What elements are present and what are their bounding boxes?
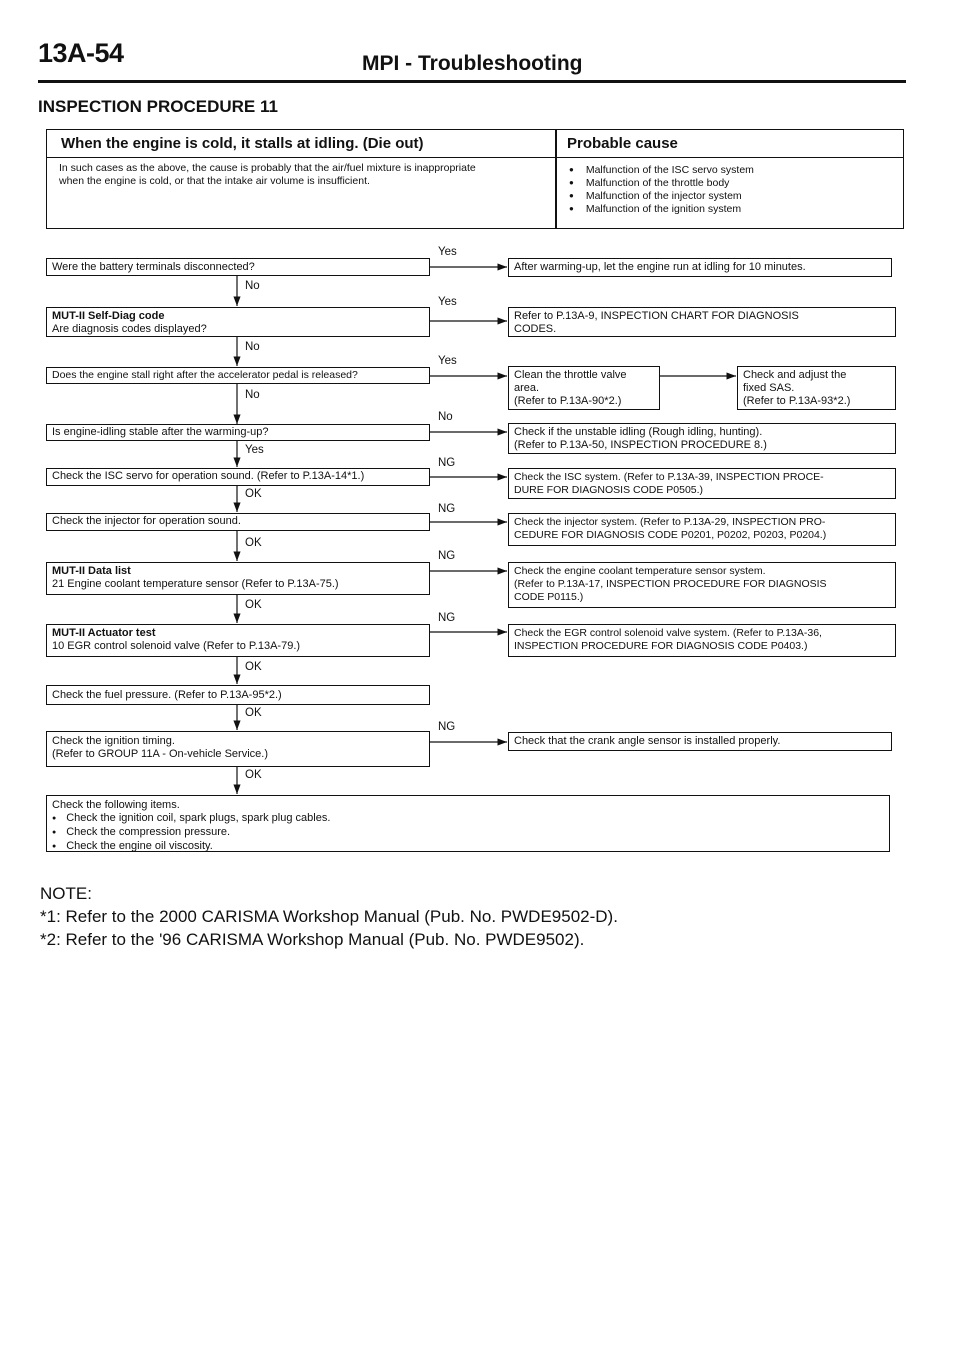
label-ok-5: OK: [245, 488, 262, 500]
symptom-heading: When the engine is cold, it stalls at idling. (Die out): [61, 135, 424, 152]
procedure-title: INSPECTION PROCEDURE 11: [38, 97, 278, 116]
label-ng-7: NG: [438, 550, 456, 562]
check-box-actuator-test: [46, 624, 430, 657]
label-yes-2: Yes: [438, 296, 457, 308]
cause-item: ● Malfunction of the injector system: [569, 190, 754, 203]
action-text: Check the engine coolant temperature sensor system.: [514, 565, 766, 577]
check-text: 10 EGR control solenoid valve (Refer to P.13A-79.): [52, 640, 301, 652]
action-box-fixed-sas: [737, 366, 896, 410]
cause-item: ● Malfunction of the throttle body: [569, 177, 754, 190]
label-ok-8: OK: [245, 661, 262, 673]
check-box-ignition-timing: [46, 731, 430, 767]
action-text: After warming-up, let the engine run at idling for 10 minutes.: [514, 261, 806, 273]
label-ng-6: NG: [438, 503, 456, 515]
action-text: (Refer to P.13A-50, INSPECTION PROCEDURE 8.): [514, 439, 767, 451]
check-box-self-diag: [46, 307, 430, 337]
check-text: Are diagnosis codes displayed?: [52, 323, 207, 335]
action-text: Refer to P.13A-9, INSPECTION CHART FOR DIAGNOSIS: [514, 310, 799, 322]
action-box-injector-system: [508, 513, 896, 546]
label-no-3: No: [245, 389, 260, 401]
action-text: (Refer to P.13A-90*2.): [514, 395, 622, 407]
action-box-throttle-valve: [508, 366, 660, 410]
check-box-fuel-pressure: [46, 685, 430, 705]
check-title: MUT-II Self-Diag code: [52, 310, 165, 322]
action-text: Clean the throttle valve: [514, 369, 627, 381]
action-text: DURE FOR DIAGNOSIS CODE P0505.): [514, 484, 704, 496]
label-no-2: No: [245, 341, 260, 353]
label-ng-10: NG: [438, 721, 456, 733]
action-text: (Refer to P.13A-93*2.): [743, 395, 851, 407]
check-text: Check the injector for operation sound.: [52, 515, 241, 527]
check-text: Does the engine stall right after the accelerator pedal is released?: [52, 369, 358, 381]
check-box-battery: [46, 258, 430, 276]
label-yes-3: Yes: [438, 355, 457, 367]
label-ng-8: NG: [438, 612, 456, 624]
page-number: 13A-54: [38, 38, 124, 68]
action-box-egr-system: [508, 624, 896, 657]
action-text: INSPECTION PROCEDURE FOR DIAGNOSIS CODE P0403.): [514, 640, 808, 652]
action-text: (Refer to P.13A-17, INSPECTION PROCEDURE FOR DIAGNOSIS: [514, 578, 827, 590]
final-check-item: ● Check the compression pressure.: [52, 826, 884, 840]
label-ok-6: OK: [245, 537, 262, 549]
action-box-diagnosis-chart: [508, 307, 896, 337]
label-yes-1: Yes: [438, 246, 457, 258]
check-box-accelerator: [46, 367, 430, 384]
action-text: area.: [514, 382, 540, 394]
action-text: CODES.: [514, 323, 557, 335]
check-text: Were the battery terminals disconnected?: [52, 261, 255, 273]
label-ok-7: OK: [245, 599, 262, 611]
final-check-item: ● Check the ignition coil, spark plugs, spark plug cables.: [52, 812, 884, 826]
action-text: Check and adjust the: [743, 369, 847, 381]
final-check-list: [52, 812, 884, 854]
check-title: MUT-II Data list: [52, 565, 131, 577]
action-text: Check if the unstable idling (Rough idling, hunting).: [514, 426, 763, 438]
check-box-idling-stable: [46, 424, 430, 441]
check-box-data-list: [46, 562, 430, 595]
note-title: NOTE:: [40, 884, 92, 903]
check-text: Is engine-idling stable after the warming-up?: [52, 426, 269, 438]
label-no-1: No: [245, 280, 260, 292]
check-text: Check the ISC servo for operation sound. (Refer to P.13A-14*1.): [52, 470, 365, 482]
cause-item: ● Malfunction of the ISC servo system: [569, 164, 754, 177]
label-ok-10: OK: [245, 769, 262, 781]
check-text: (Refer to GROUP 11A - On-vehicle Service.): [52, 748, 268, 760]
action-text: Check the ISC system. (Refer to P.13A-39, INSPECTION PROCE-: [514, 471, 824, 483]
final-check-box: [46, 795, 890, 852]
action-box-isc-system: [508, 468, 896, 499]
symptom-text-line: when the engine is cold, or that the intake air volume is insufficient.: [59, 175, 370, 187]
label-no-4: No: [438, 411, 453, 423]
action-box-crank-angle-sensor: [508, 732, 892, 751]
action-box-warm-up: [508, 258, 892, 277]
check-box-isc-servo: [46, 468, 430, 486]
label-ok-9: OK: [245, 707, 262, 719]
action-box-coolant-sensor: [508, 562, 896, 608]
note-line: *1: Refer to the 2000 CARISMA Workshop Manual (Pub. No. PWDE9502-D).: [40, 907, 618, 926]
label-ng-5: NG: [438, 457, 456, 469]
action-box-unstable-idling: [508, 423, 896, 454]
action-text: Check that the crank angle sensor is installed properly.: [514, 735, 781, 747]
final-check-item: ● Check the engine oil viscosity.: [52, 840, 884, 854]
cause-heading: Probable cause: [567, 135, 678, 152]
symptom-text-line: In such cases as the above, the cause is probably that the air/fuel mixture is inappropriate: [59, 162, 476, 174]
check-box-injector: [46, 513, 430, 531]
final-check-title: Check the following items.: [52, 799, 180, 811]
action-text: CODE P0115.): [514, 591, 584, 603]
label-yes-4: Yes: [245, 444, 264, 456]
page-title: MPI - Troubleshooting: [362, 52, 583, 75]
action-text: Check the injector system. (Refer to P.13A-29, INSPECTION PRO-: [514, 516, 826, 528]
cause-item: ● Malfunction of the ignition system: [569, 203, 754, 216]
check-text: 21 Engine coolant temperature sensor (Refer to P.13A-75.): [52, 578, 339, 590]
note-line: *2: Refer to the '96 CARISMA Workshop Manual (Pub. No. PWDE9502).: [40, 930, 585, 949]
action-text: CEDURE FOR DIAGNOSIS CODE P0201, P0202, P0203, P0204.): [514, 529, 827, 541]
check-text: Check the ignition timing.: [52, 735, 175, 747]
action-text: fixed SAS.: [743, 382, 795, 394]
action-text: Check the EGR control solenoid valve system. (Refer to P.13A-36,: [514, 627, 822, 639]
check-title: MUT-II Actuator test: [52, 627, 156, 639]
check-text: Check the fuel pressure. (Refer to P.13A-95*2.): [52, 689, 282, 701]
